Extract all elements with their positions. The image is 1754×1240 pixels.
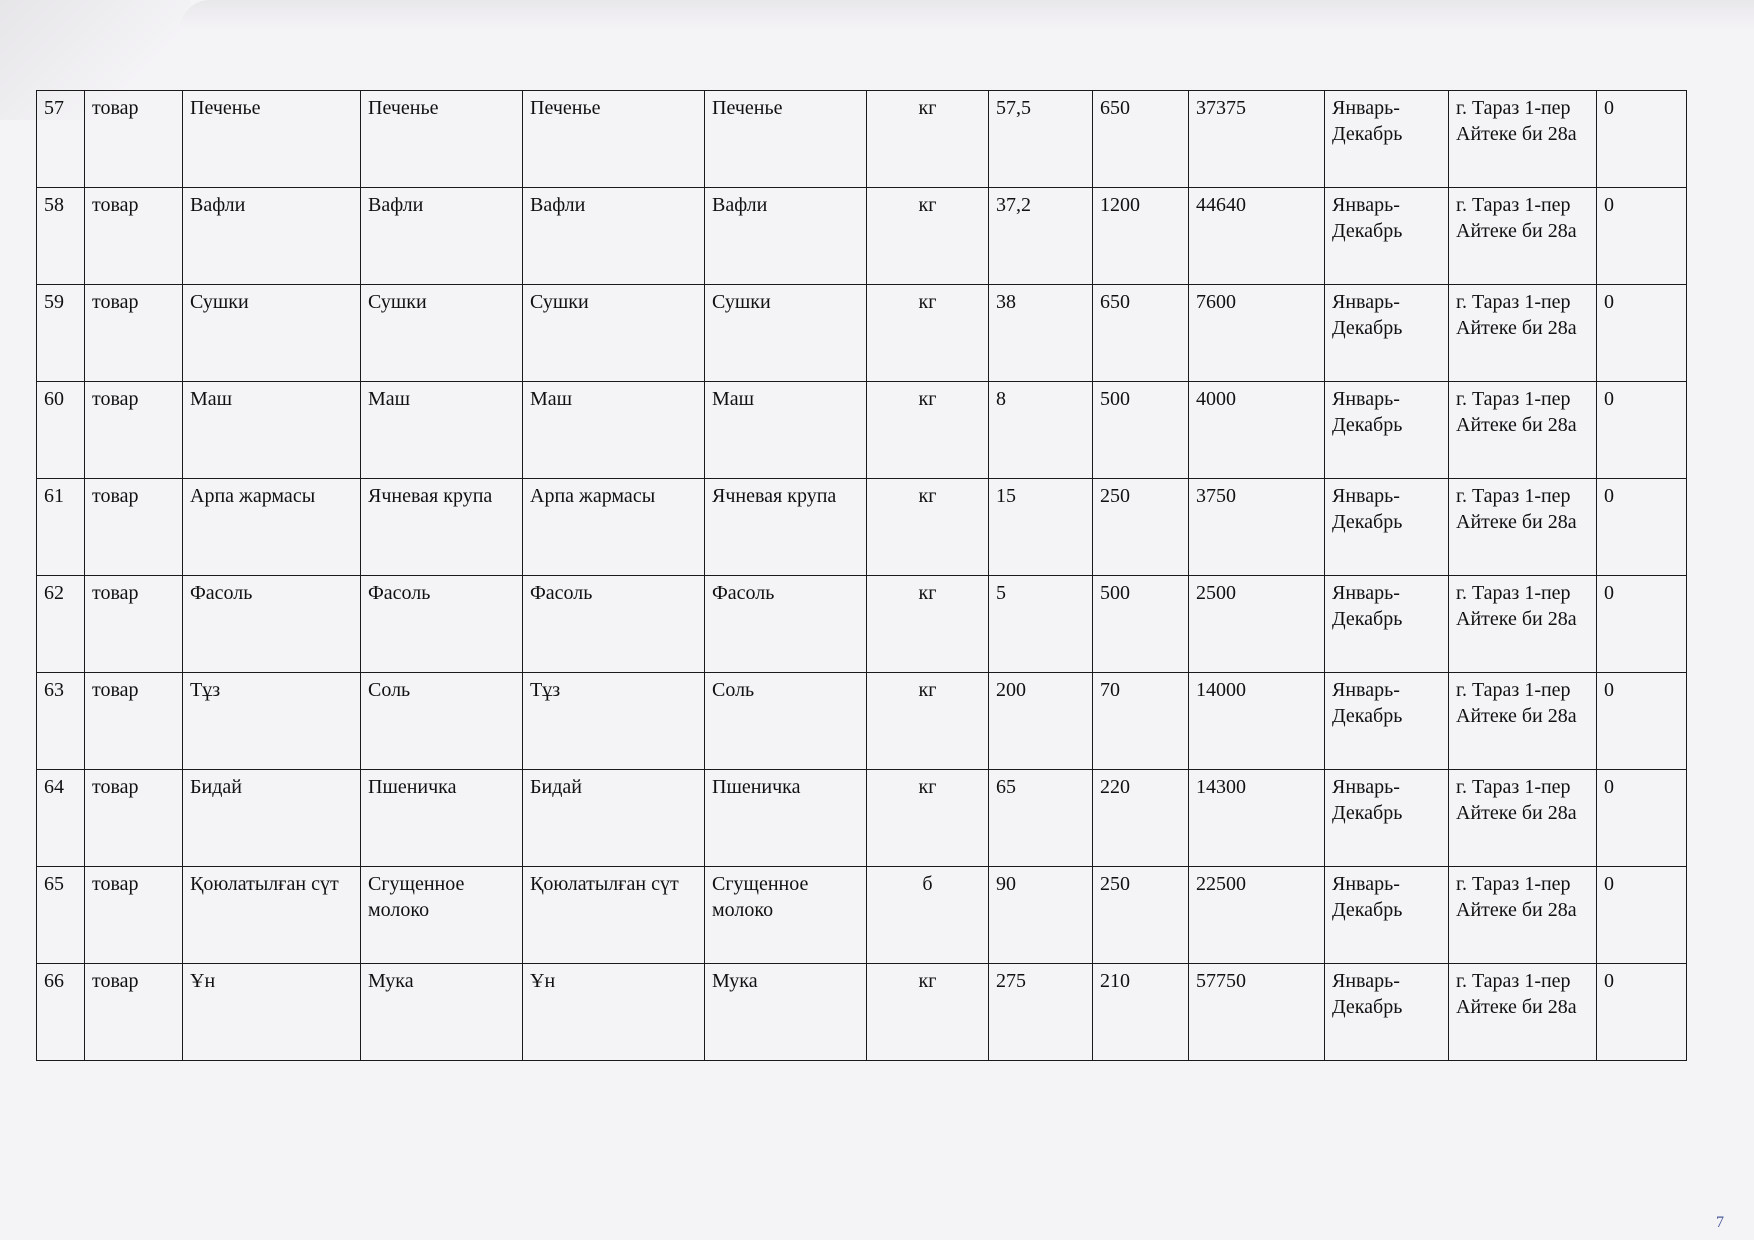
cell-description-ru: Фасоль [705,576,867,673]
cell-row-number: 65 [37,867,85,964]
cell-delivery-address: г. Тараз 1-пер Айтеке би 28а [1449,867,1597,964]
cell-name-ru: Вафли [361,188,523,285]
cell-quantity: 57,5 [989,91,1093,188]
cell-name-ru: Сушки [361,285,523,382]
table-row [37,479,1687,576]
cell-delivery-period: Январь-Декабрь [1325,964,1449,1061]
cell-description-kz: Тұз [523,673,705,770]
cell-quantity: 15 [989,479,1093,576]
cell-name-ru: Пшеничка [361,770,523,867]
cell-total-sum: 22500 [1189,867,1325,964]
cell-item-type: товар [85,964,183,1061]
cell-price: 650 [1093,91,1189,188]
cell-advance-payment: 0 [1597,382,1687,479]
cell-delivery-address: г. Тараз 1-пер Айтеке би 28а [1449,91,1597,188]
cell-item-type: товар [85,576,183,673]
cell-delivery-period: Январь-Декабрь [1325,91,1449,188]
cell-item-type: товар [85,867,183,964]
cell-unit: кг [867,91,989,188]
cell-delivery-period: Январь-Декабрь [1325,479,1449,576]
cell-unit: кг [867,770,989,867]
cell-name-kz: Маш [183,382,361,479]
cell-item-type: товар [85,382,183,479]
cell-item-type: товар [85,285,183,382]
table-row [37,867,1687,964]
cell-name-kz: Фасоль [183,576,361,673]
cell-name-ru: Фасоль [361,576,523,673]
cell-unit: кг [867,382,989,479]
cell-row-number: 63 [37,673,85,770]
cell-delivery-period: Январь-Декабрь [1325,576,1449,673]
cell-item-type: товар [85,479,183,576]
cell-price: 500 [1093,382,1189,479]
cell-price: 1200 [1093,188,1189,285]
cell-quantity: 37,2 [989,188,1093,285]
cell-row-number: 64 [37,770,85,867]
cell-description-ru: Сушки [705,285,867,382]
cell-unit: кг [867,673,989,770]
cell-quantity: 8 [989,382,1093,479]
goods-table-body [37,91,1687,1061]
table-row [37,382,1687,479]
cell-row-number: 58 [37,188,85,285]
page-mark: 7 [1716,1214,1724,1231]
cell-name-kz: Вафли [183,188,361,285]
cell-total-sum: 4000 [1189,382,1325,479]
cell-advance-payment: 0 [1597,188,1687,285]
cell-description-ru: Соль [705,673,867,770]
cell-description-ru: Маш [705,382,867,479]
cell-delivery-period: Январь-Декабрь [1325,867,1449,964]
cell-quantity: 65 [989,770,1093,867]
goods-table [36,90,1687,1061]
cell-quantity: 275 [989,964,1093,1061]
cell-item-type: товар [85,770,183,867]
cell-delivery-period: Январь-Декабрь [1325,770,1449,867]
cell-price: 210 [1093,964,1189,1061]
cell-row-number: 57 [37,91,85,188]
cell-unit: б [867,867,989,964]
cell-total-sum: 3750 [1189,479,1325,576]
cell-advance-payment: 0 [1597,91,1687,188]
page-top-edge [180,0,1754,30]
cell-price: 650 [1093,285,1189,382]
cell-delivery-address: г. Тараз 1-пер Айтеке би 28а [1449,770,1597,867]
cell-total-sum: 7600 [1189,285,1325,382]
cell-quantity: 5 [989,576,1093,673]
cell-delivery-address: г. Тараз 1-пер Айтеке би 28а [1449,188,1597,285]
cell-price: 70 [1093,673,1189,770]
cell-delivery-address: г. Тараз 1-пер Айтеке би 28а [1449,285,1597,382]
cell-description-kz: Арпа жармасы [523,479,705,576]
cell-name-kz: Қоюлатылған сүт [183,867,361,964]
cell-unit: кг [867,964,989,1061]
cell-item-type: товар [85,91,183,188]
cell-quantity: 200 [989,673,1093,770]
cell-total-sum: 44640 [1189,188,1325,285]
cell-delivery-address: г. Тараз 1-пер Айтеке би 28а [1449,673,1597,770]
cell-description-kz: Маш [523,382,705,479]
cell-unit: кг [867,188,989,285]
cell-item-type: товар [85,673,183,770]
cell-description-ru: Вафли [705,188,867,285]
cell-quantity: 90 [989,867,1093,964]
cell-total-sum: 14000 [1189,673,1325,770]
cell-advance-payment: 0 [1597,285,1687,382]
cell-name-kz: Печенье [183,91,361,188]
cell-advance-payment: 0 [1597,576,1687,673]
cell-description-ru: Мука [705,964,867,1061]
cell-name-ru: Печенье [361,91,523,188]
cell-row-number: 60 [37,382,85,479]
cell-description-kz: Печенье [523,91,705,188]
cell-description-ru: Сгущенное молоко [705,867,867,964]
cell-advance-payment: 0 [1597,673,1687,770]
cell-row-number: 66 [37,964,85,1061]
cell-price: 250 [1093,479,1189,576]
cell-delivery-address: г. Тараз 1-пер Айтеке би 28а [1449,382,1597,479]
cell-name-kz: Арпа жармасы [183,479,361,576]
cell-total-sum: 2500 [1189,576,1325,673]
table-row [37,770,1687,867]
cell-row-number: 62 [37,576,85,673]
table-row [37,91,1687,188]
cell-delivery-period: Январь-Декабрь [1325,382,1449,479]
cell-name-ru: Соль [361,673,523,770]
cell-description-ru: Ячневая крупа [705,479,867,576]
cell-price: 220 [1093,770,1189,867]
cell-description-kz: Сушки [523,285,705,382]
cell-name-ru: Маш [361,382,523,479]
cell-price: 500 [1093,576,1189,673]
cell-description-kz: Фасоль [523,576,705,673]
cell-name-ru: Ячневая крупа [361,479,523,576]
cell-quantity: 38 [989,285,1093,382]
cell-description-ru: Пшеничка [705,770,867,867]
cell-name-kz: Ұн [183,964,361,1061]
cell-name-kz: Тұз [183,673,361,770]
table-row [37,188,1687,285]
cell-description-kz: Вафли [523,188,705,285]
cell-advance-payment: 0 [1597,964,1687,1061]
table-row [37,576,1687,673]
table-row [37,964,1687,1061]
cell-item-type: товар [85,188,183,285]
cell-unit: кг [867,576,989,673]
cell-unit: кг [867,479,989,576]
cell-delivery-address: г. Тараз 1-пер Айтеке би 28а [1449,576,1597,673]
cell-total-sum: 57750 [1189,964,1325,1061]
cell-delivery-period: Январь-Декабрь [1325,673,1449,770]
cell-total-sum: 14300 [1189,770,1325,867]
cell-description-ru: Печенье [705,91,867,188]
cell-name-kz: Сушки [183,285,361,382]
cell-delivery-address: г. Тараз 1-пер Айтеке би 28а [1449,964,1597,1061]
cell-advance-payment: 0 [1597,770,1687,867]
table-row [37,285,1687,382]
cell-delivery-period: Январь-Декабрь [1325,285,1449,382]
cell-name-kz: Бидай [183,770,361,867]
cell-row-number: 61 [37,479,85,576]
cell-total-sum: 37375 [1189,91,1325,188]
cell-name-ru: Мука [361,964,523,1061]
cell-delivery-period: Январь-Декабрь [1325,188,1449,285]
cell-advance-payment: 0 [1597,479,1687,576]
cell-description-kz: Бидай [523,770,705,867]
cell-advance-payment: 0 [1597,867,1687,964]
cell-description-kz: Ұн [523,964,705,1061]
cell-row-number: 59 [37,285,85,382]
cell-delivery-address: г. Тараз 1-пер Айтеке би 28а [1449,479,1597,576]
cell-unit: кг [867,285,989,382]
cell-price: 250 [1093,867,1189,964]
table-row [37,673,1687,770]
cell-description-kz: Қоюлатылған сүт [523,867,705,964]
cell-name-ru: Сгущенное молоко [361,867,523,964]
